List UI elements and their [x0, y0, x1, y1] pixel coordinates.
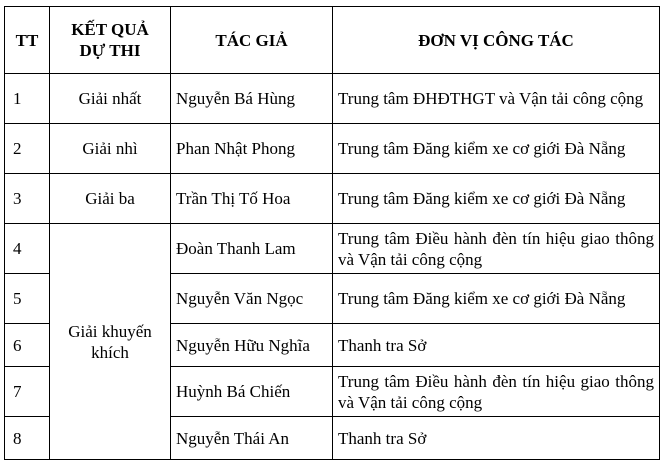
author-cell: Nguyễn Bá Hùng — [171, 74, 333, 124]
author-cell: Nguyễn Hữu Nghĩa — [171, 324, 333, 367]
author-cell: Trần Thị Tố Hoa — [171, 174, 333, 224]
result-cell: Giải ba — [50, 174, 171, 224]
header-author: TÁC GIẢ — [171, 7, 333, 74]
row-number: 7 — [5, 367, 50, 417]
unit-cell: Thanh tra Sở — [333, 324, 660, 367]
row-number: 4 — [5, 224, 50, 274]
row-number: 8 — [5, 417, 50, 460]
table-row — [5, 224, 660, 274]
row-number: 6 — [5, 324, 50, 367]
result-cell: Giải nhất — [50, 74, 171, 124]
header-result — [50, 7, 171, 74]
header-tt: TT — [5, 7, 50, 74]
table-row — [5, 174, 660, 224]
unit-cell: Thanh tra Sở — [333, 417, 660, 460]
result-cell: Giải nhì — [50, 124, 171, 174]
table-row — [5, 74, 660, 124]
unit-cell: Trung tâm Đăng kiểm xe cơ giới Đà Nẵng — [333, 274, 660, 324]
header-row — [5, 7, 660, 74]
row-number: 3 — [5, 174, 50, 224]
author-cell: Phan Nhật Phong — [171, 124, 333, 174]
unit-cell: Trung tâm Đăng kiểm xe cơ giới Đà Nẵng — [333, 174, 660, 224]
result-cell-merged: Giải khuyến khích — [50, 224, 171, 460]
row-number: 2 — [5, 124, 50, 174]
author-cell: Nguyễn Văn Ngọc — [171, 274, 333, 324]
header-unit: ĐƠN VỊ CÔNG TÁC — [333, 7, 660, 74]
unit-cell: Trung tâm Đăng kiểm xe cơ giới Đà Nẵng — [333, 124, 660, 174]
header-result-line2: DỰ THI — [79, 41, 141, 60]
author-cell: Huỳnh Bá Chiến — [171, 367, 333, 417]
row-number: 5 — [5, 274, 50, 324]
author-cell: Đoàn Thanh Lam — [171, 224, 333, 274]
table-row — [5, 124, 660, 174]
header-result-line1: KẾT QUẢ — [71, 20, 149, 39]
results-table — [4, 6, 660, 460]
unit-cell: Trung tâm ĐHĐTHGT và Vận tải công cộng — [333, 74, 660, 124]
row-number: 1 — [5, 74, 50, 124]
author-cell: Nguyễn Thái An — [171, 417, 333, 460]
unit-cell: Trung tâm Điều hành đèn tín hiệu giao thông và Vận tải công cộng — [333, 367, 660, 417]
unit-cell: Trung tâm Điều hành đèn tín hiệu giao thông và Vận tải công cộng — [333, 224, 660, 274]
